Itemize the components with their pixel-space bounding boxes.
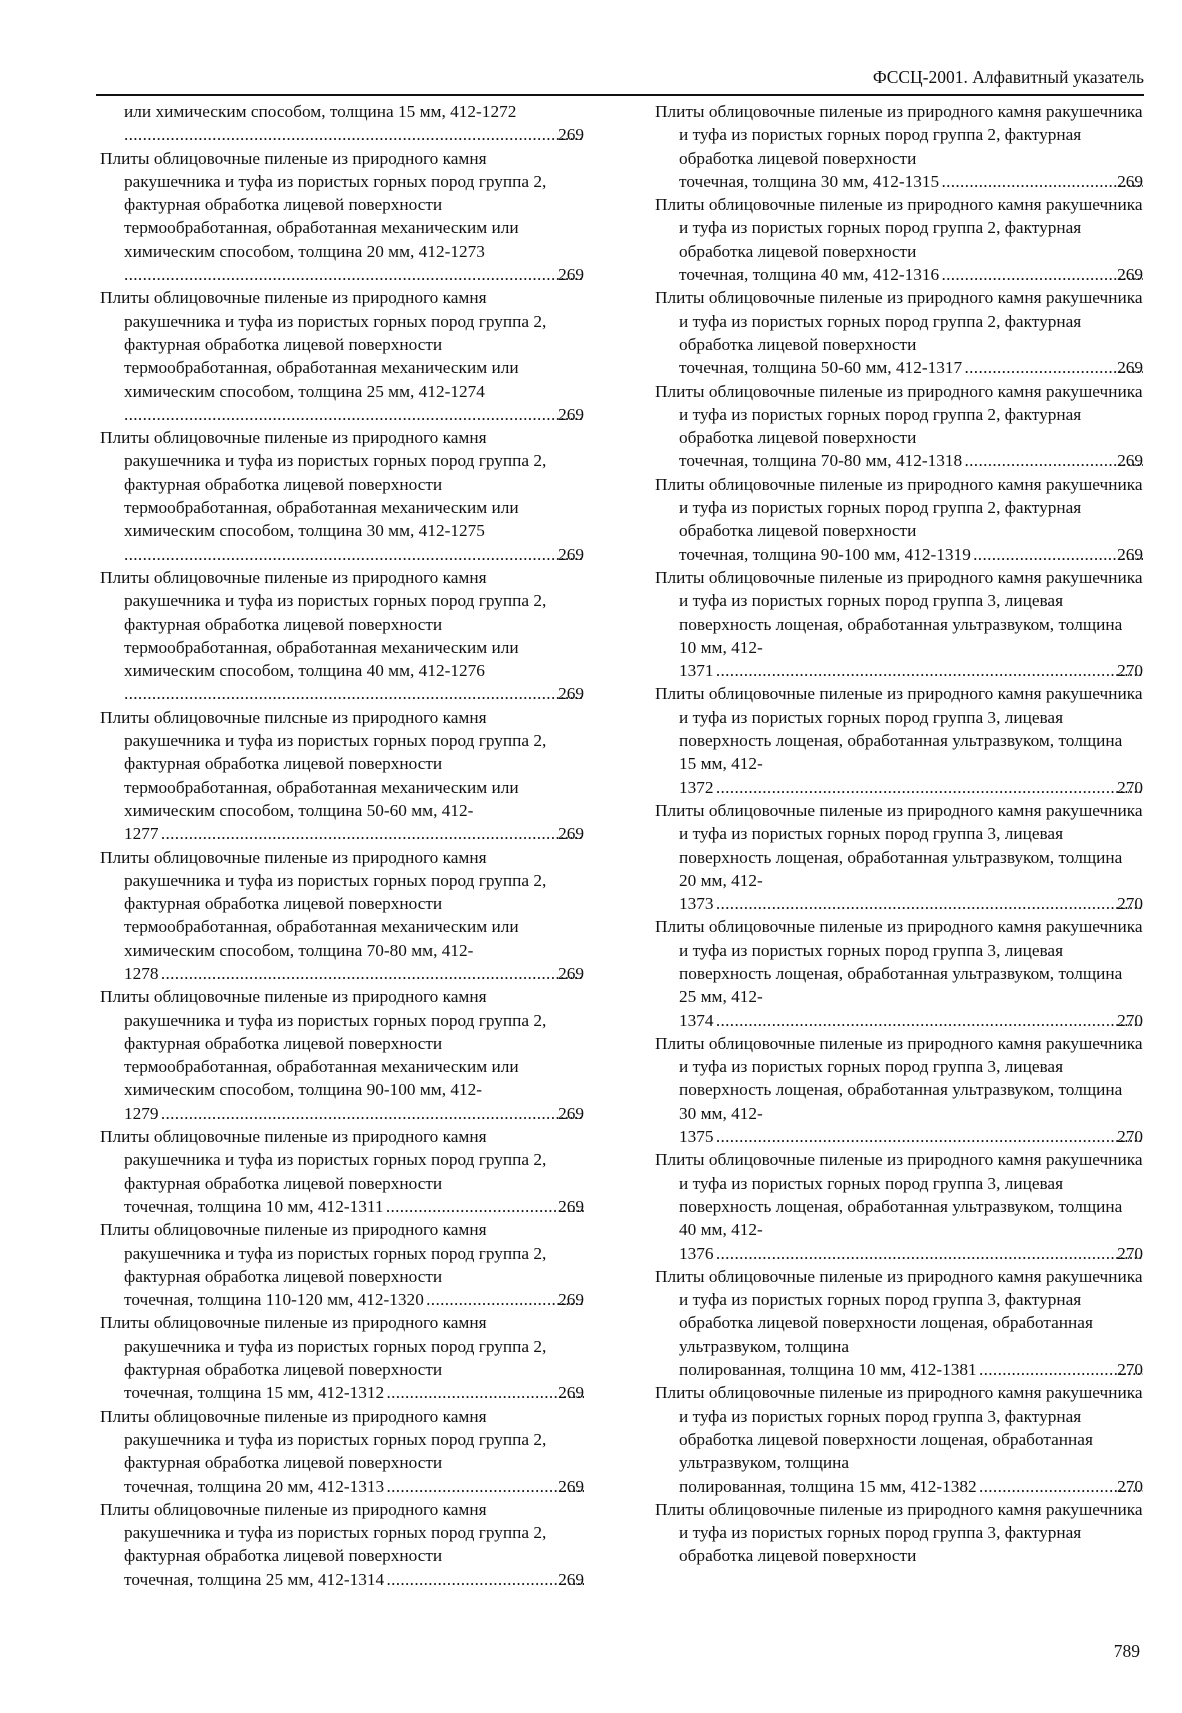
index-entry (655, 1265, 1143, 1381)
dot-leader-line (124, 962, 584, 985)
dot-leader-line (124, 682, 584, 705)
index-entry (655, 1381, 1143, 1497)
dot-leader-line (679, 776, 1143, 799)
dot-leader-line (679, 1358, 1143, 1381)
dot-leader-line (679, 170, 1143, 193)
entry-end (124, 263, 584, 286)
entry-page-ref: 269 (556, 123, 584, 146)
dot-leader-line (679, 1475, 1143, 1498)
entry-last-line: точечная, толщина 10 мм, 412-1311 . . . (124, 1197, 584, 1216)
entry-page-ref: 270 (1115, 659, 1143, 682)
entry-page-ref: 269 (1115, 356, 1143, 379)
entry-end (679, 1125, 1143, 1148)
index-entry (655, 473, 1143, 566)
index-entry (655, 682, 1143, 798)
entry-page-ref: 269 (556, 1381, 584, 1404)
entry-end (679, 1009, 1143, 1032)
entry-page-ref: 269 (556, 403, 584, 426)
entry-last-line (124, 545, 584, 564)
dot-leader-line (124, 1475, 584, 1498)
index-entry (655, 1148, 1143, 1264)
entry-last-line: точечная, толщина 110-120 мм, 412-1320 . . . (124, 1290, 584, 1309)
entry-end (679, 1358, 1143, 1381)
entry-end (679, 543, 1143, 566)
entry-page-ref: 269 (556, 962, 584, 985)
dot-leader-line (124, 822, 584, 845)
index-entry (655, 380, 1143, 473)
index-entry (655, 1032, 1143, 1148)
entry-text: Плиты облицовочные пиленые из природного камня ракушечника и туфа из пористых горных пород группа 2, фактурная обработка лицевой поверхности (100, 1406, 547, 1473)
entry-page-ref: 269 (556, 682, 584, 705)
entry-last-line: 1372 . . . (679, 778, 1143, 797)
entry-text: Плиты облицовочные пиленые из природного камня ракушечника и туфа из пористых горных пород группа 2, фактурная обработка лицевой поверхности (100, 1313, 547, 1380)
entry-last-line: точечная, толщина 25 мм, 412-1314 . . . (124, 1570, 584, 1589)
entry-text: Плиты облицовочные пиленые из природного камня ракушечника и туфа из пористых горных пород группа 3, фактурная обработка лицевой поверхности (655, 1499, 1143, 1566)
entry-end (124, 1288, 584, 1311)
header-rule (96, 94, 1144, 96)
index-entry (100, 100, 584, 147)
entry-text: Плиты облицовочные пилсные из природного камня ракушечника и туфа из пористых горных пород группа 2, фактурная обработка лицевой поверхности термообработанная, обработанная механическим или химическим способом, толщина 50-60 мм, 412- (100, 707, 547, 820)
entry-continued-text: или химическим способом, толщина 15 мм, 412-1272 (124, 102, 517, 121)
index-entry (655, 193, 1143, 286)
entry-end (124, 1381, 584, 1404)
entry-last-line: 1375 . . . (679, 1127, 1143, 1146)
entry-text: Плиты облицовочные пиленые из природного камня ракушечника и туфа из пористых горных пород группа 2, фактурная обработка лицевой поверхности (655, 474, 1143, 541)
index-entry (655, 100, 1143, 193)
entry-page-ref: 269 (556, 543, 584, 566)
entry-end (124, 822, 584, 845)
entry-page-ref: 269 (556, 1568, 584, 1591)
index-entry (100, 566, 584, 706)
index-entry (100, 147, 584, 287)
entry-text: Плиты облицовочные пиленые из природного камня ракушечника и туфа из пористых горных пород группа 2, фактурная обработка лицевой поверхности (655, 381, 1143, 448)
dot-leader-line (679, 659, 1143, 682)
page-number: 789 (1113, 1641, 1140, 1661)
entry-text: Плиты облицовочные пиленые из природного камня ракушечника и туфа из пористых горных пород группа 2, фактурная обработка лицевой поверхности (655, 288, 1143, 354)
dot-leader-line (124, 1288, 584, 1311)
entry-text: Плиты облицовочные пиленые из природного камня ракушечника и туфа из пористых горных пород группа 2, фактурная обработка лицевой поверхности термообработанная, обработанная механическим или химическим способом, толщина 90-100 мм, 412- (100, 987, 547, 1100)
entry-last-line (124, 125, 584, 144)
index-entry (655, 286, 1143, 379)
index-entry (100, 1405, 584, 1498)
entry-text: Плиты облицовочные пиленые из природного камня ракушечника и туфа из пористых горных пород группа 2, фактурная обработка лицевой поверхности (655, 102, 1143, 168)
entry-text: Плиты облицовочные пиленые из природного камня ракушечника и туфа из пористых горных пород группа 2, фактурная обработка лицевой поверхности термообработанная, обработанная механическим или химическим способом, толщина 70-80 мм, 412- (100, 847, 547, 960)
entry-last-line: 1277 . . . (124, 824, 584, 843)
entry-end (679, 263, 1143, 286)
entry-page-ref: 269 (556, 1195, 584, 1218)
entry-end (124, 403, 584, 426)
entry-page-ref: 269 (1115, 449, 1143, 472)
index-entry (655, 799, 1143, 915)
index-column-left (100, 100, 584, 1591)
entry-page-ref: 269 (1115, 543, 1143, 566)
dot-leader-line (679, 543, 1143, 566)
index-entry (100, 1218, 584, 1311)
entry-end (679, 170, 1143, 193)
dot-leader-line (124, 123, 584, 146)
index-entry (100, 846, 584, 986)
entry-last-line: полированная, толщина 15 мм, 412-1382 . . . (679, 1477, 1143, 1496)
dot-leader-line (679, 892, 1143, 915)
entry-text: Плиты облицовочные пиленые из природного камня ракушечника и туфа из пористых горных пород группа 2, фактурная обработка лицевой поверхности (100, 1220, 547, 1286)
entry-text: Плиты облицовочные пиленые из природного камня ракушечника и туфа из пористых горных пород группа 2, фактурная обработка лицевой поверхности (100, 1499, 547, 1566)
entry-end (124, 1475, 584, 1498)
entry-last-line (124, 405, 584, 424)
entry-page-ref: 270 (1115, 1009, 1143, 1032)
entry-page-ref: 269 (556, 263, 584, 286)
entry-end (679, 776, 1143, 799)
entry-last-line: точечная, толщина 70-80 мм, 412-1318 . . . (679, 451, 1143, 470)
entry-page-ref: 269 (556, 1102, 584, 1125)
entry-last-line: 1374 . . . (679, 1011, 1143, 1030)
entry-page-ref: 270 (1115, 1358, 1143, 1381)
entry-last-line: точечная, толщина 90-100 мм, 412-1319 . . . (679, 545, 1143, 564)
entry-page-ref: 269 (1115, 170, 1143, 193)
index-entry (655, 915, 1143, 1031)
index-entry (100, 426, 584, 566)
entry-last-line: 1373 . . . (679, 894, 1143, 913)
entry-page-ref: 270 (1115, 892, 1143, 915)
entry-text: Плиты облицовочные пиленые из природного камня ракушечника и туфа из пористых горных пород группа 2, фактурная обработка лицевой поверхности термообработанная, обработанная механическим или химическим способом, толщина 40 мм, 412-1276 (100, 567, 547, 681)
entry-text: Плиты облицовочные пиленые из природного камня ракушечника и туфа из пористых горных пород группа 2, фактурная обработка лицевой поверхности (100, 1127, 547, 1193)
entry-last-line: 1278 . . . (124, 964, 584, 983)
entry-text: Плиты облицовочные пиленые из природного камня ракушечника и туфа из пористых горных пород группа 3, лицевая поверхность лощеная, обработанная ультразвуком, толщина 40 мм, 412- (655, 1150, 1143, 1240)
dot-leader-line (124, 1195, 584, 1218)
dot-leader-line (679, 1242, 1143, 1265)
dot-leader-line (679, 356, 1143, 379)
entry-page-ref: 270 (1115, 1242, 1143, 1265)
entry-text: Плиты облицовочные пиленые из природного камня ракушечника и туфа из пористых горных пород группа 3, лицевая поверхность лощеная, обработанная ультразвуком, толщина 20 мм, 412- (655, 800, 1143, 890)
entry-text: Плиты облицовочные пиленые из природного камня ракушечника и туфа из пористых горных пород группа 3, лицевая поверхность лощеная, обработанная ультразвуком, толщина 10 мм, 412- (655, 567, 1143, 657)
dot-leader-line (124, 1381, 584, 1404)
entry-text: Плиты облицовочные пиленые из природного камня ракушечника и туфа из пористых горных пород группа 3, лицевая поверхность лощеная, обработанная ультразвуком, толщина 15 мм, 412- (655, 684, 1143, 774)
entry-last-line (124, 684, 584, 703)
entry-end (124, 962, 584, 985)
entry-last-line (124, 265, 584, 284)
index-column-right (655, 100, 1143, 1568)
entry-end (124, 1102, 584, 1125)
entry-last-line: точечная, толщина 15 мм, 412-1312 . . . (124, 1383, 584, 1402)
entry-end (679, 356, 1143, 379)
entry-end (679, 892, 1143, 915)
entry-end (679, 1475, 1143, 1498)
dot-leader-line (124, 543, 584, 566)
running-header: ФССЦ-2001. Алфавитный указатель (872, 67, 1144, 87)
dot-leader-line (679, 449, 1143, 472)
dot-leader-line (679, 263, 1143, 286)
entry-text: Плиты облицовочные пиленые из природного камня ракушечника и туфа из пористых горных пород группа 2, фактурная обработка лицевой поверхности термообработанная, обработанная механическим или химическим способом, толщина 25 мм, 412-1274 (100, 288, 547, 401)
index-entry (100, 1498, 584, 1591)
entry-text: Плиты облицовочные пиленые из природного камня ракушечника и туфа из пористых горных пород группа 3, лицевая поверхность лощеная, обработанная ультразвуком, толщина 30 мм, 412- (655, 1033, 1143, 1123)
entry-page-ref: 270 (1115, 1125, 1143, 1148)
index-entry (655, 1498, 1143, 1568)
entry-text: Плиты облицовочные пиленые из природного камня ракушечника и туфа из пористых горных пород группа 3, фактурная обработка лицевой поверхности лощеная, обработанная ультразвуком, толщина (655, 1266, 1143, 1356)
entry-text: Плиты облицовочные пиленые из природного камня ракушечника и туфа из пористых горных пород группа 2, фактурная обработка лицевой поверхности термообработанная, обработанная механическим или химическим способом, толщина 20 мм, 412-1273 (100, 148, 547, 261)
index-entry (655, 566, 1143, 682)
entry-end (124, 1568, 584, 1591)
entry-last-line: точечная, толщина 50-60 мм, 412-1317 . . . (679, 358, 1143, 377)
entry-end (679, 449, 1143, 472)
entry-page-ref: 269 (556, 822, 584, 845)
entry-end (679, 1242, 1143, 1265)
index-entry (100, 985, 584, 1125)
index-entry (100, 286, 584, 426)
entry-page-ref: 269 (556, 1288, 584, 1311)
entry-end (124, 682, 584, 705)
dot-leader-line (679, 1009, 1143, 1032)
entry-last-line: 1279 . . . (124, 1104, 584, 1123)
entry-last-line: полированная, толщина 10 мм, 412-1381 . . . (679, 1360, 1143, 1379)
dot-leader-line (124, 403, 584, 426)
index-entry (100, 1311, 584, 1404)
entry-last-line: точечная, толщина 30 мм, 412-1315 . . . (679, 172, 1143, 191)
entry-page-ref: 270 (1115, 776, 1143, 799)
dot-leader-line (679, 1125, 1143, 1148)
dot-leader-line (124, 1102, 584, 1125)
index-entry (100, 706, 584, 846)
entry-last-line: 1371 . . . (679, 661, 1143, 680)
entry-last-line: точечная, толщина 40 мм, 412-1316 . . . (679, 265, 1143, 284)
entry-text: Плиты облицовочные пиленые из природного камня ракушечника и туфа из пористых горных пород группа 2, фактурная обработка лицевой поверхности термообработанная, обработанная механическим или химическим способом, толщина 30 мм, 412-1275 (100, 428, 547, 541)
entry-end (679, 659, 1143, 682)
entry-end (124, 1195, 584, 1218)
index-entry (100, 1125, 584, 1218)
entry-text: Плиты облицовочные пиленые из природного камня ракушечника и туфа из пористых горных пород группа 3, фактурная обработка лицевой поверхности лощеная, обработанная ультразвуком, толщина (655, 1383, 1143, 1473)
dot-leader-line (124, 1568, 584, 1591)
entry-end (124, 543, 584, 566)
entry-page-ref: 270 (1115, 1475, 1143, 1498)
entry-page-ref: 269 (1115, 263, 1143, 286)
entry-last-line: точечная, толщина 20 мм, 412-1313 . . . (124, 1477, 584, 1496)
dot-leader-line (124, 263, 584, 286)
entry-last-line: 1376 . . . (679, 1244, 1143, 1263)
entry-text: Плиты облицовочные пиленые из природного камня ракушечника и туфа из пористых горных пород группа 3, лицевая поверхность лощеная, обработанная ультразвуком, толщина 25 мм, 412- (655, 917, 1143, 1007)
entry-text: Плиты облицовочные пиленые из природного камня ракушечника и туфа из пористых горных пород группа 2, фактурная обработка лицевой поверхности (655, 195, 1143, 261)
entry-page-ref: 269 (556, 1475, 584, 1498)
